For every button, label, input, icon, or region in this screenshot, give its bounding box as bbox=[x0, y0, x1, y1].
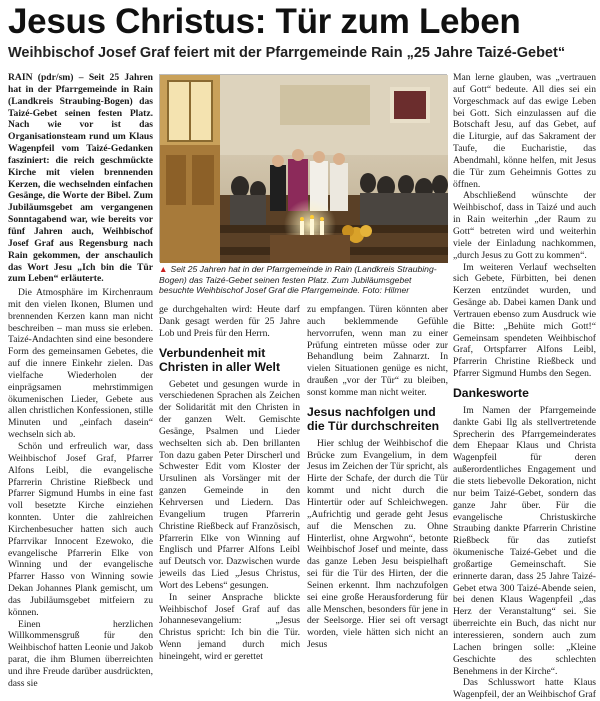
paragraph: Schön und erfreulich war, dass Weihbischof Josef Graf, Pfarrer Alfons Leibl, die evangelische Pfarrerin Christine Rießbeck und Pfarrer Sigmund Humbs in eine fast voll besetzte Kirche einziehen konnten. Unter die zahlreichen Kirchenbesucher hatten sich auch Pfarrvikar Innocent Ezewoko, die evangelische Pfarrerin Elke von Winning und der evangelische Pfarrer Hasso von Winning sowie Dekan Johannes Plank gemischt, um das Jubiläumsgebet mitfeiern zu können. bbox=[8, 440, 153, 618]
church-photo bbox=[159, 74, 447, 262]
column-2 bbox=[159, 304, 300, 662]
headline: Jesus Christus: Tür zum Leben bbox=[8, 2, 521, 41]
paragraph: In seiner Ansprache blickte Weihbischof Josef Graf auf das Johannesevangelium: „Jesus Christus spricht: Ich bin die Tür. Wenn jemand durch mich hineingeht, wird er gerettet bbox=[159, 591, 300, 662]
column-1-body bbox=[8, 287, 153, 690]
subheadline: Weihbischof Josef Graf feiert mit der Pfarrgemeinde Rain „25 Jahre Taizé-Gebet“ bbox=[8, 45, 566, 61]
paragraph: Das Schlusswort hatte Klaus Wagenpfeil, der an Weihbischof Graf bbox=[453, 677, 596, 701]
caption-triangle-icon: ▲ bbox=[159, 264, 168, 274]
section-heading: Dankesworte bbox=[453, 385, 529, 400]
paragraph: Einen herzlichen Willkommensgruß für den Weihbischof hatten Leonie und Jakob parat, die ihm Blumen überreichten und ihre Freude darüber ausdrückten, dass sie bbox=[8, 618, 153, 689]
paragraph: Die Atmosphäre im Kirchenraum mit den vielen Ikonen, Blumen und brennenden Kerzen kann man nicht beschreiben – man muss sie erleben. Taizé-Andachten sind eine besondere Form des gemeinsamen Gebetes, die auf die innere Einkehr zielen. Das vielfache Wiederholen der einprägsamen mehrstimmigen ökumenischen Lieder, Gebete aus allen christlichen Konfessionen, stille Minuten und „einfach dasein“ wechseln sich ab. bbox=[8, 287, 153, 441]
paragraph: Gebetet und gesungen wurde in verschiedenen Sprachen als Zeichen der Solidarität mit den Christen in der ganzen Welt. Gemischte Gesänge, Psalmen und Lieder wechselten sich ab. Den brillanten Ton dazu gaben Peter Dirscherl und Schwester Edit vom Kloster der Ursulinen als Vorsänger mit der ganzen Gemeinde in den Kehrversen und Liedern. Das Evangelium trugen Pfarrerin Christine Rießbeck auf Französisch, Pfarrerin Elke von Winning auf Englisch und Pfarrer Alfons Leibl auf Deutsch vor. Dazwischen wurde jeweils das Lied „Jesus Christus, Wort des Lebens“ gesungen. bbox=[159, 378, 300, 591]
paragraph: Hier schlug der Weihbischof die Brücke zum Evangelium, in dem Jesus im Zeichen der Tür spricht, als Hirte der Schafe, der durch die Tür kommt und nicht durch die Hintertür oder auf Schleichwegen. „Aufrichtig und gerade geht Jesus auf die Menschen zu. Ohne Hinterlist, ohne Argwohn“, betonte Weihbischof Josef und meinte, dass das ganze Leben Jesu beispielhaft sei für die Tür des Hirten, der die Seinen erkennt. Ihm nachzufolgen sei eine große Herausforderung für alle Menschen, besonders für jene in der Seelsorge. Hier sei oft versagt worden, viele hätten sich nicht an Jesus bbox=[307, 437, 448, 651]
lead-text: Seit 25 Jahren hat in der Pfarrgemeinde in Rain (Landkreis Straubing-Bogen) das Taizé-Gebet seinen festen Platz. Nach wie vor ist das Organisationsteam rund um Klaus Wagenpfeil vom Taizé-Gedanken fasziniert: die reich geschmückte Kirche mit vielen brennenden Kerzen, die wechselnden einfachen Gesänge, die Worte der Bibel. Zum Jubiläumsgebet am vergangenen Sonntagabend war, wie bereits vor fünf Jahren auch, Weihbischof Josef Graf aus Regensburg nach Rain gekommen, der anschaulich das Wort Jesu „Ich bin die Tür zum Leben“ erläuterte. bbox=[8, 72, 153, 285]
lead-paragraph bbox=[8, 72, 153, 285]
photo-credit: Foto: Hilmer bbox=[362, 285, 410, 296]
photo-caption bbox=[159, 264, 447, 296]
dateline: RAIN (pdr/sm) – bbox=[8, 72, 84, 83]
column-3 bbox=[307, 304, 448, 651]
paragraph: Abschließend wünschte der Weihbischof, dass in Taizé und auch in Rain weiterhin „der Raum zu Gott“ betreten wird und weiterhin viele der Einladung nachkommen, „durch Jesus zu Gott zu kommen“. bbox=[453, 190, 596, 261]
paragraph: zu empfangen. Türen könnten aber auch beklemmende Gefühle hervorrufen, wenn man zu einer Prüfung eintreten müsse oder zur Behandlung beim Zahnarzt. In vielen Situationen genüge es nicht, draußen „vor der Tür“ zu bleiben, sonst komme man nicht weiter. bbox=[307, 304, 448, 398]
paragraph: ge durchgehalten wird: Heute darf Dank gesagt werden für 25 Jahre Lob und Preis für den Herrn. bbox=[159, 304, 300, 339]
paragraph: Man lerne glauben, was „vertrauen auf Gott“ bedeute. All dies sei ein Vorgeschmack auf das ewige Leben bei Gott. Sich einzulassen auf die Botschaft Jesu, auf das Gebet, auf die Liturgie, auf das Sakrament der Taufe, die Eucharistie, das Abendmahl, könne helfen, mit Jesus die Tür zum Geheimnis Gottes zu öffnen. bbox=[453, 72, 596, 190]
caption-text: Seit 25 Jahren hat in der Pfarrgemeinde in Rain (Landkreis Straubing-Bogen) das Taizé-Gebet seinen festen Platz. Zum Jubiläumsgebet besuchte Weihbischof Josef Graf die Pfarrgemeinde. bbox=[159, 264, 437, 296]
section-heading: Jesus nachfolgen und die Tür durchschreiten bbox=[307, 404, 440, 433]
column-4 bbox=[453, 72, 596, 701]
column-1 bbox=[8, 72, 153, 689]
paragraph: Im Namen der Pfarrgemeinde dankte Gabi Ilg als stellvertretende Sprecherin des Pfarrgemeinderates dem Ehepaar Klaus und Christa Wagenpfeil für deren außerordentliches Engagement und die stets liebevolle Dekoration, nicht nur beim Taizé-Gebet, sondern das ganze Jahr über. Für die evangelische Christuskirche Straubing dankte Pfarrerin Christine Rießbeck für das zutiefst ökumenische Taizé-Gebet und die großartige Gemeinschaft. Sie erinnerte daran, dass 25 Jahre Taizé-Gebet etwa 300 Taizé-Abende seien, bei denen Klaus Wagenpfeil „das Herz der Veranstaltung“ sei. Sie überreichte ein Buch, das nicht nur interessieren, sondern auch zum Lachen bringen solle: „Kleine Geschichte des schlechten Benehmens in der Kirche“. bbox=[453, 404, 596, 677]
paragraph: Im weiteren Verlauf wechselten sich Gebete, Fürbitten, bei denen Kerzen entzündet wurden, und Gesänge ab. Dabei kamen Dank und Vertrauen ebenso zum Ausdruck wie die Bitte: „Behüte mich Gott!“ Gemeinsam spendeten Weihbischof Graf, Ortspfarrer Alfons Leibl, Pfarrerin Christine Rießbeck und Pfarrer Sigmund Humbs den Segen. bbox=[453, 261, 596, 380]
church-interior-image bbox=[160, 75, 448, 263]
section-heading: Verbundenheit mit Christen in aller Welt bbox=[159, 345, 280, 374]
lead-block bbox=[8, 72, 153, 285]
